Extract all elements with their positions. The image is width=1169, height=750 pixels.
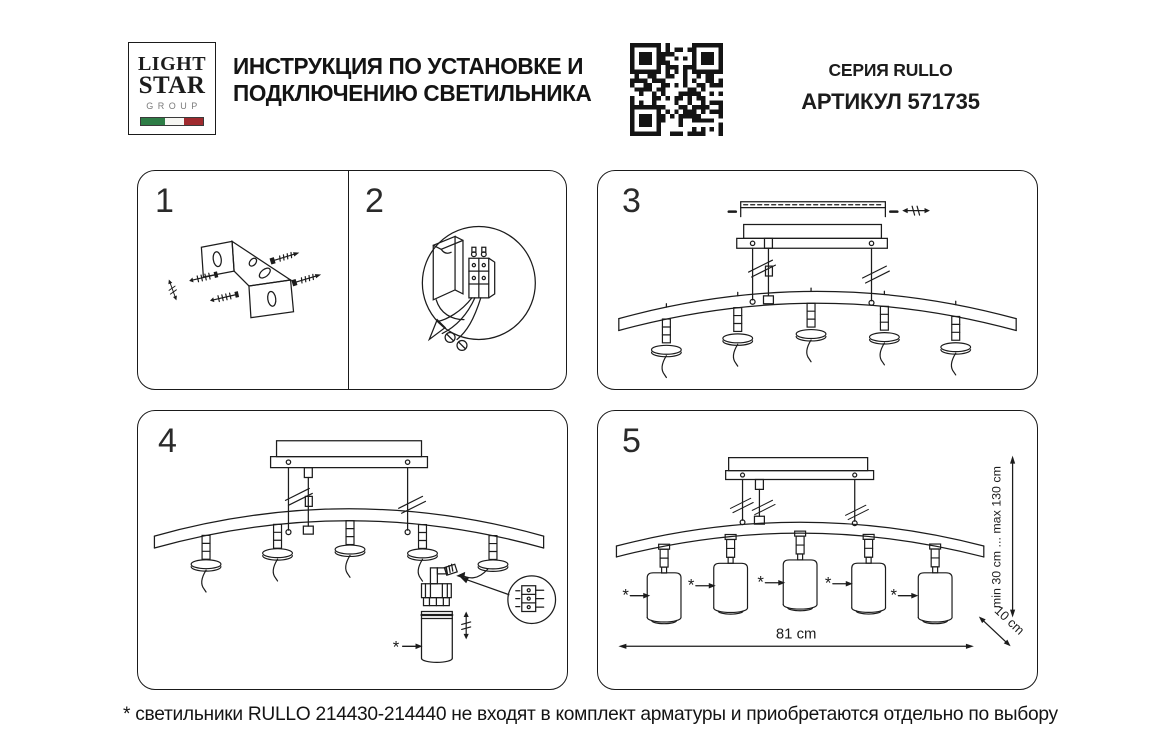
step-2-number: 2 [365,182,384,220]
shade-marker: * [687,575,695,595]
step-3-number: 3 [622,182,641,220]
panel-step-4 [137,410,568,690]
curved-rail-drawing [154,509,543,592]
title-line-2: ПОДКЛЮЧЕНИЮ СВЕТИЛЬНИКА [233,80,592,106]
step-4-number: 4 [158,422,177,460]
series-label: СЕРИЯ RULLO [828,60,953,80]
shade-marker: * [622,585,629,605]
ceiling-mount-drawing [726,458,874,526]
shade-install-drawing [393,564,556,662]
step-1-number: 1 [155,182,174,220]
panel-step-5 [597,410,1038,690]
bracket-drawing [165,241,322,317]
curved-rail-drawing [619,288,1016,377]
step-5-number: 5 [622,422,641,460]
logo-text-group: GROUP [146,101,202,111]
italy-flag-icon [140,117,204,126]
screw-direction-icon [165,278,179,301]
shade-marker: * [890,585,898,605]
title-line-1: ИНСТРУКЦИЯ ПО УСТАНОВКЕ И [233,53,584,79]
article-label: АРТИКУЛ 571735 [801,89,980,114]
screw-direction-icon [462,612,471,640]
shade-marker: * [757,572,764,592]
screw-direction-icon [902,206,930,215]
footnote: * светильники RULLO 214430-214440 не входят в комплект арматуры и приобретаются отдельно по выбору [123,703,1058,725]
page-title [233,53,591,107]
height-dimension-label: min 30 cm ... max 130 cm [989,466,1004,609]
qr-code-icon [630,43,723,136]
depth-dimension-label: 10 cm [991,602,1028,638]
ceiling-mount-drawing [729,202,930,306]
screw-icon [291,271,322,286]
panel-steps-1-2 [137,170,567,390]
screw-icon [270,250,301,265]
assembled-fixture-drawing [616,522,983,623]
dowel-icon [209,291,239,303]
product-info [788,60,993,115]
logo-text-light: LIGHT [137,53,207,75]
width-dimension-label: 81 cm [775,626,817,643]
lightstar-logo [128,42,216,135]
footnote-marker: * [392,637,400,657]
wiring-detail-drawing [422,226,535,350]
panel-step-3 [597,170,1038,390]
shade-marker: * [824,573,832,593]
logo-text-star: STAR [138,72,206,99]
